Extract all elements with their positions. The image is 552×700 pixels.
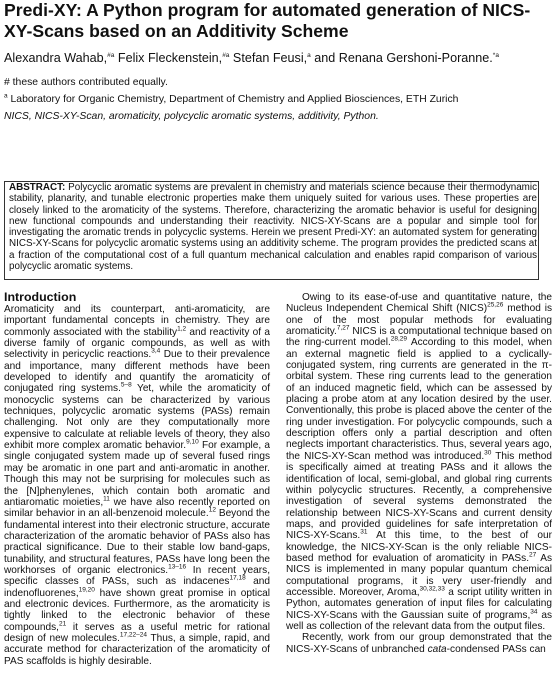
citation-ref: 34 xyxy=(530,608,538,616)
paper-title: Predi-XY: A Python program for automated generation of NICS-XY-Scans based on an Additivity Scheme xyxy=(4,0,531,41)
text-run: as well as collection of the relevant data from the output files. xyxy=(286,609,552,632)
author-affil-mark: #a xyxy=(107,51,115,59)
text-run: According to this model, when an external magnetic field is applied to a cyclically-conjugated system, ring currents are generated in the π-orbital system. These ring currents lead to the generation of an induced magnetic field, which can be assessed by placing a probe atom at any location desired by the user. Conventionally, this probe is placed above the center of the ring under investigation. For polycyclic compounds, such a description offers only a partial description and often neglects important characteristics. Thus, several years ago, the NICS-XY-Scan method was introduced. xyxy=(286,337,552,462)
citation-ref: 28,29 xyxy=(390,336,408,344)
text-run: This method is specifically aimed at treating PASs and it allows the identification of local, semi-global, and global ring currents within polycyclic structures. Recently, a comprehensive investigation of several systems demonstrated the relationship between NICS-XY-Scans and current density maps, and provided guidelines for safe interpretation of NICS-XY-Scans. xyxy=(286,450,552,542)
citation-ref: 11 xyxy=(103,495,110,503)
text-run: For example, a single conjugated system made up of several fused rings may be aromatic in one part and anti-aromatic in another. Though this may not be surprising for molecules such as the [N]phenylenes, which contain both aromatic and antiaromatic moieties, xyxy=(4,440,271,508)
author-list xyxy=(4,50,548,66)
citation-ref: 13–16 xyxy=(168,563,187,571)
text-run: Yet, while the aromaticity of monocyclic systems can be characterized by various techniques, polycyclic aromatic systems (PASs) remain challenging. Not only are they computationally more expensive to calculate at reliable levels of theory, they also exhibit more complex aromatic behavior. xyxy=(4,383,270,452)
citation-ref: 1,2 xyxy=(177,325,187,333)
citation-ref: 27 xyxy=(529,551,537,559)
author-affil-mark: a xyxy=(307,51,311,59)
text-run: Owing to its ease-of-use and quantitative nature, the Nucleus Independent Chemical Shift (NICS) xyxy=(286,292,552,315)
author-affil-mark: #a xyxy=(222,51,230,59)
text-run: Thus, a simple, rapid, and accurate method for characterization of the aromaticity of PAS scaffolds is highly desirable. xyxy=(4,632,270,667)
keywords: NICS, NICS-XY-Scan, aromaticity, polycyclic aromatic systems, additivity, Python. xyxy=(4,111,379,122)
citation-ref: 25,26 xyxy=(487,301,504,309)
author-name: Felix Fleckenstein, xyxy=(114,51,223,65)
citation-ref: 30,32,33 xyxy=(419,585,445,593)
text-run-italic: cata xyxy=(427,643,447,655)
section-heading-introduction: Introduction xyxy=(4,290,77,304)
author-affil-mark: *a xyxy=(492,51,499,59)
citation-ref: 21 xyxy=(59,620,67,628)
text-run: have shown great promise in optical and electronic devices. Furthermore, as the aromaticity is tightly linked to the electronic behavior of these compounds, xyxy=(4,587,270,633)
text-run: we have also recently reported on similar behavior in an all-benzenoid molecule. xyxy=(4,496,270,520)
citation-ref: 12 xyxy=(208,506,216,514)
equal-contribution-note: # these authors contributed equally. xyxy=(4,77,168,88)
abstract xyxy=(9,182,537,272)
text-run: Beyond the fundamental interest into their electronic structure, accurate characterization of the aromatic behavior of PASs also has practical significance. Due to their stable low band-gaps, tunability, and structural features, PASs have long been the workhorses of organic electronics. xyxy=(4,508,270,576)
affiliation-text: Laboratory for Organic Chemistry, Department of Chemistry and Applied Biosciences, ETH Zurich xyxy=(7,94,459,105)
text-run: Due to their prevalence and importance, many different methods have been developed to identify and quantify the aromaticity of conjugated ring systems. xyxy=(4,349,270,395)
left-column xyxy=(4,290,270,667)
text-run: NICS is a computational technique based on the ring-current model. xyxy=(286,326,552,349)
author-name: Alexandra Wahab, xyxy=(4,51,108,65)
abstract-label: ABSTRACT: xyxy=(9,182,66,193)
text-run: and reactivity of a diverse family of organic compounds, as well as with selectivity in pericyclic reactions. xyxy=(4,326,270,361)
citation-ref: 9,10 xyxy=(186,438,199,446)
right-column xyxy=(286,292,552,655)
citation-ref: 31 xyxy=(360,528,368,536)
text-run: it serves as a useful metric for rational design of new molecules. xyxy=(4,621,270,644)
citation-ref: 17,18 xyxy=(229,574,246,582)
text-run: method is one of the most popular methods for evaluating aromaticity. xyxy=(286,303,552,338)
citation-ref: 7,27 xyxy=(336,324,350,332)
intro-paragraph-1 xyxy=(4,304,270,667)
text-run: Recently, work from our group demonstrated that the NICS-XY-Scans of unbranched xyxy=(286,632,552,655)
text-run: In recent years, specific classes of PASs, such as indacenes xyxy=(4,564,270,588)
citation-ref: 19,20 xyxy=(78,586,95,594)
affiliation xyxy=(4,93,548,106)
text-run: -condensed PASs can xyxy=(446,643,546,655)
text-run: At this time, to the best of our knowledge, the NICS-XY-Scan is the only reliable NICS-based method for evaluation of aromaticity in PASs. xyxy=(286,530,552,564)
author-name: Stefan Feusi, xyxy=(229,51,308,65)
citation-ref: 3,4 xyxy=(151,348,161,356)
text-run: a script utility written in Python, automates generation of input files for calculating NICS-XY-Scans with the Gaussian suite of programs, xyxy=(286,586,552,621)
intro-paragraph-3 xyxy=(286,632,552,655)
text-run: As NICS is implemented in many popular quantum chemical computational programs, it is very user-friendly and accessible. Moreover, Aroma, xyxy=(286,552,552,598)
intro-paragraph-2 xyxy=(286,292,552,632)
text-run: and indenofluorenes, xyxy=(4,576,270,599)
text-run: Aromaticity and its counterpart, anti-aromaticity, are important fundamental concepts in chemistry. They are commonly associated with the stability xyxy=(4,304,270,338)
author-name: and Renana Gershoni-Poranne. xyxy=(310,51,493,65)
citation-ref: 30 xyxy=(484,449,492,457)
citation-ref: 5–8 xyxy=(120,382,132,390)
citation-ref: 17,22–24 xyxy=(119,631,147,639)
abstract-body: Polycyclic aromatic systems are prevalent in chemistry and materials science because their thermodynamic stability, planarity, and tunable electronic properties make them uniquely suited for various uses. These properties are closely linked to the aromaticity of the systems. Therefore, characterizing the aromatic behavior is useful for designing new functional compounds and understanding their reactivity. NICS-XY-Scans are a popular and simple tool for investigating the aromatic trends in polycyclic systems. Herein we present Predi-XY: an automated system for generating NICS-XY-Scans for polycyclic aromatic systems using an additivity scheme. The program provides the predicted scans at a fraction of the computational cost of a full quantum mechanical calculation and enables rapid comparison of various polycyclic aromatic systems. xyxy=(9,182,537,272)
affiliation-mark: a xyxy=(4,92,8,100)
